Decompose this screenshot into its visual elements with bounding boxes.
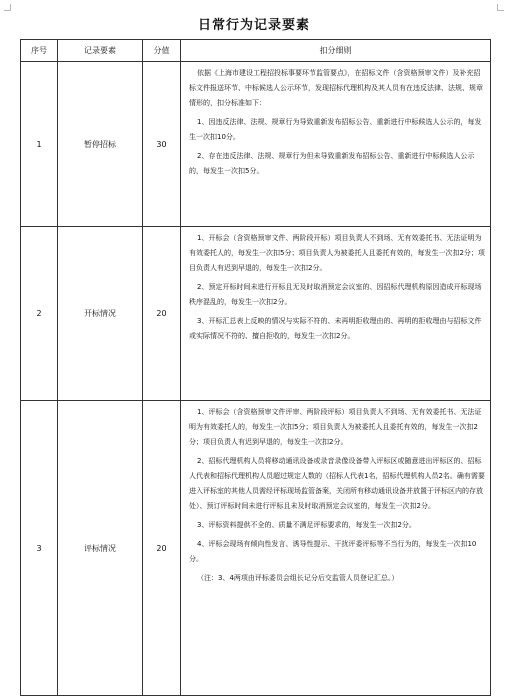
rule-paragraph: 依据《上海市建设工程招投标事要环节监管要点》，在招标文件（含资格预审文件）及补充招标文件报送环节、中标候选人公示环节，发现招标代理机构及其人员有在违反法律、法规、规章情形的，扣分标准如下：: [189, 69, 483, 107]
row-index: 2: [21, 227, 58, 401]
rule-paragraph: 2、招标代理机构人员将移动通讯设备或录音录像设备带入评标区或随意进出评标区的、招标人代表和招标代理机构人员超过规定人数的（招标人代表1名，招标代理机构人员2名。确有需要进入评标室的其他人员需经评标现场监管备案，关闭所有移动通讯设备并放置于评标区内的存放处）、预订评标时间未进行评标且未及时取消预定会议室的，每发生一次扣2分。: [189, 457, 485, 510]
row-score: 20: [143, 227, 181, 401]
row-index: 1: [21, 62, 58, 227]
rule-paragraph: 1、开标会（含资格预审文件、两阶段开标）项目负责人不到场、无有效委托书、无法证明为有效委托人的，每发生一次扣5分；项目负责人为被委托人且委托有效的，每发生一次扣2分；项目负责人有迟到早退的，每发生一次扣2分。: [189, 234, 485, 272]
table-header-row: [21, 40, 491, 62]
header-score: 分值: [143, 40, 181, 62]
page-title: 日常行为记录要素: [197, 18, 310, 33]
header-rules: 扣分细则: [181, 40, 491, 62]
table-row: [21, 401, 491, 696]
header-element: 记录要素: [58, 40, 143, 62]
row-rules: [181, 62, 491, 227]
scoring-table: [20, 39, 491, 696]
row-rules: [181, 227, 491, 401]
page-corner-mark-right: [497, 4, 504, 11]
rule-paragraph: 3、评标资料提供不全的、质量不满足评标要求的，每发生一次扣2分。: [197, 521, 416, 529]
table-row: [21, 227, 491, 401]
rule-paragraph: 2、预定开标时间未进行开标且无及时取消预定会议室的、因招标代理机构原因造成开标现场秩序混乱的，每发生一次扣2分。: [189, 283, 482, 306]
rule-paragraph: 1、评标会（含资格预审文件评审、两阶段评标）项目负责人不到场、无有效委托书、无法证明为有效委托人的，每发生一次扣5分；项目负责人为被委托人且委托有效的，每发生一次扣2分；项目负责人有迟到早退的，每发生一次扣2分。: [189, 408, 482, 446]
row-element: 评标情况: [58, 401, 143, 696]
table-row: [21, 62, 491, 227]
rule-paragraph: 3、开标汇总表上反映的情况与实际不符的、未再明拒收理由的、再明的拒收理由与招标文件或实际情况不符的、擅自拒收的，每发生一次扣2分。: [189, 317, 482, 340]
header-index: 序号: [21, 40, 58, 62]
rule-paragraph: 4、评标会现场有倾向性发言、诱导性提示、干扰评委评标等不当行为的，每发生一次扣10分。: [189, 540, 477, 563]
row-score: 30: [143, 62, 181, 227]
rule-paragraph: 2、存在违反法律、法规、规章行为但未导致重新发布招标公告、重新进行中标候选人公示的，每发生一次扣5分。: [189, 152, 475, 175]
page-corner-mark-left: [4, 4, 11, 11]
row-rules: [181, 401, 491, 696]
row-element: 开标情况: [58, 227, 143, 401]
row-index: 3: [21, 401, 58, 696]
row-score: 20: [143, 401, 181, 696]
rule-paragraph: 1、因违反法律、法规、规章行为导致重新发布招标公告、重新进行中标候选人公示的，每发生一次扣10分。: [189, 118, 482, 141]
row-element: 暂停招标: [58, 62, 143, 227]
rule-note: （注：3、4两项由评标委员会组长记分后交监管人员登记汇总。）: [197, 574, 399, 582]
